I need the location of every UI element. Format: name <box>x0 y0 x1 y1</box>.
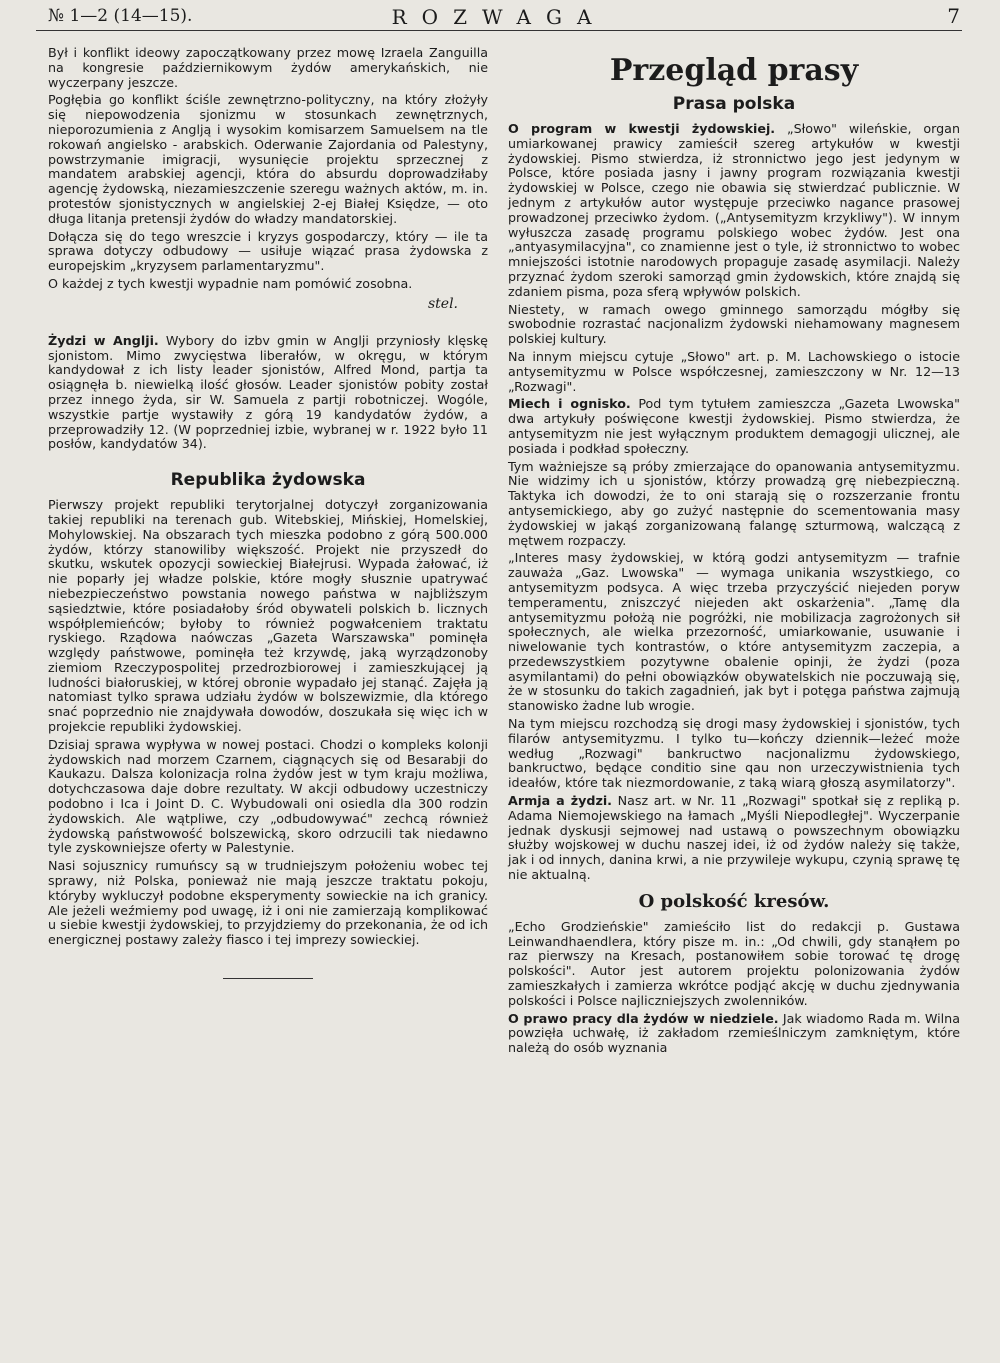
run-in-heading: O prawo pracy dla żydów w niedziele. <box>508 1010 779 1026</box>
run-in-heading: Żydzi w Anglji. <box>48 332 159 348</box>
paragraph: Pierwszy projekt republiki terytorjalnej dotyczył zorganizowania takiej republiki na terenach gub. Witebskiej, Mińskiej, Homelskiej, Mohylowskiej. Na obszarach tych mieszka podobno z górą 500.000 żydów, którzy stanowiliby większość. Projekt nie przyszedł do skutku, wskutek opozycji sowieckiej Białejrusi. Wypada żałować, iż nie poparły jej władze polskie, które mogły słusznie upatrywać niebezpieczeństwo powstania nowego państwa w najbliższym sąsiedztwie, które posiadałoby śród obywateli polskich b. licznych współplemieńców; byłoby to również pogwałceniem traktatu ryskiego. Rządowa naówczas „Gazeta Warszawska" pominęła względy państwowe, pominęła też krzywdę, jaką wyrządzonoby ziemiom Rzeczypospolitej przedrozbiorowej i zamieszkującej ją ludności białoruskiej, w której obronie wypadało jej stanąć. Zajęła ją natomiast tylko sprawa udziału żydów w bolszewizmie, dla którego snać poprzednio nie znajdywała dowodów, doszukała się więc ich w projekcie republiki żydowskiej. <box>48 497 488 735</box>
right-column <box>508 46 960 1059</box>
article-text: Wybory do izbv gmin w Anglji przyniosły klęskę sjonistom. Mimo zwycięstwa liberałów, w okręgu, w którym kandydował z ich listy leader sjonistów, Alfred Mond, partja ta osiągnęła b. niewielką ilość głosów. Leader sjonistów pobity został przez innego żyda, sir W. Samuela z partji robotniczej. Wogóle, wszystkie partje wystawiły z górą 19 kandydatów żydów, a przeprowadziły 12. (W poprzedniej izbie, wybranej w r. 1922 było 11 posłów, kandydatów 34). <box>48 332 488 452</box>
paragraph: Na innym miejscu cytuje „Słowo" art. p. M. Lachowskiego o istocie antysemityzmu w Polsce współczesnej, zamieszczony w Nr. 12—13 „Rozwagi". <box>508 348 960 394</box>
paragraph: Nasi sojusznicy rumuńscy są w trudniejszym położeniu wobec tej sprawy, niż Polska, ponieważ nie mają jeszcze traktatu pokoju, któryby wykluczył podobne eksperymenty sowieckie na ich granicy. Ale jeżeli weźmiemy pod uwagę, iż i oni nie zamierzają komplikować u siebie kwestji żydowskiej, to przyjdziemy do przekonania, że od ich energicznej postawy zależy fiasco i tej imprezy sowieckiej. <box>48 858 488 948</box>
paragraph: Dołącza się do tego wreszcie i kryzys gospodarczy, który — ile ta sprawa dotyczy odbudowy — usiłuje wiązać prasa żydowska z europejskim „kryzysem parlamentaryzmu". <box>48 228 488 274</box>
article-text: Jak wiadomo Rada m. Wilna powzięła uchwałę, iż zakładom rzemieślniczym zamkniętym, które należą do osób wyznania <box>508 1010 960 1056</box>
paragraph: Na tym miejscu rozchodzą się drogi masy żydowskiej i sjonistów, tych filarów antysemityzmu. I tylko tu—kończy dziennik—leżeć może według „Rozwagi" bankructwo nacjonalizmu żydowskiego, bankructwo, będące conditio sine qau non urzeczywistnienia tych ideałów, które tak niezmordowanie, z taką wiarą głoszą asymilatorzy". <box>508 716 960 791</box>
section-title: Przegląd prasy <box>609 53 859 88</box>
paragraph: Pogłębia go konflikt ściśle zewnętrzno-polityczny, na który złożyły się niepowodzenia sjonizmu w stosunkach zewnętrznych, nieporozumienia z Anglją i wysokim komisarzem Samuelsem na tle rokowań angielsko - arabskich. Oderwanie Zajordania od Palestyny, powstrzymanie imigracji, wysunięcie projektu sprzecznej z mandatem arabskiej agencji, która do absurdu doprowadziłaby agencję żydowską, niezamieszczenie szeregu ważnych aktów, m. in. protestów sjonistycznych w angielskiej 2-ej Białej Księdze, — oto długa litanja pretensji żydów do władzy mandatorskiej. <box>48 92 488 226</box>
paragraph: O każdej z tych kwestji wypadnie nam pomówić zosobna. <box>48 275 413 291</box>
issue-number: № 1—2 (14—15). <box>48 6 193 26</box>
paragraph: „Echo Grodzieńskie" zamieściło list do redakcji p. Gustawa Leinwandhaendlera, który pisze m. in.: „Od chwili, gdy stanąłem po raz pierwszy na Kresach, postanowiłem sobie torować tę drogę polskości". Autor jest autorem projektu polonizowania żydów zamieszkałych i zamierza wkrótce podjąć akcję w duchu zjednywania polskości i Polsce najliczniejszych zwolenników. <box>508 918 960 1008</box>
run-in-heading: Miech i ognisko. <box>508 396 631 412</box>
paragraph: Dzisiaj sprawa wypływa w nowej postaci. Chodzi o kompleks kolonji żydowskich nad morzem Czarnem, ciągnących się od Besarabji do Kaukazu. Dalsza kolonizacja rolna żydów jest w tym kraju możliwa, dotychczasowa daje dobre rezultaty. W akcji odbudowy uczestniczy podobno i Ica i Joint D. C. Wybudowali oni osiedla dla 300 rodzin żydowskich. Ale wątpliwe, czy „odbudowywać" zechcą również żydowską państwowość bolszewicką, skoro odrzucili tak niedawno tyle zyskowniejsze oferty w Palestynie. <box>48 736 488 856</box>
article-program <box>508 122 960 300</box>
left-column <box>48 46 488 979</box>
paragraph: „Interes masy żydowskiej, w którą godzi antysemityzm — trafnie zauważa „Gaz. Lwowska" — wymaga unikania wszystkiego, co antysemityzm podsyca. A więc trzeba przyczyścić niejeden poryw temperamentu, zniszczyć niejeden akt oskarżenia". „Tamę dla antysemityzmu położą nie pogróżki, nie mobilizacja zagrożonych sił społecznych, ale wielka przezorność, umiarkowanie, usuwanie i niwelowanie tych kontrastów, o które antysemityzm zaczepia, a przedewszystkiem pozytywne obalenie opinji, że żydzi (poza asymilantami) do pełni obowiązków obywatelskich nie poczuwają się, że w stosunku do takich zagadnień, jak byt i potęga państwa zajmują stanowisko żadne lub wrogie. <box>508 550 960 714</box>
paragraph: Tym ważniejsze są próby zmierzające do opanowania antysemityzmu. Nie widzimy ich u sjonistów, którzy prowadzą grę niebezpieczną. Taktyka ich dowodzi, że to oni starają się o rozszerzanie frontu antysemickiego, aby go zużyć następnie do scementowania masy żydowskiej w jakąś zorganizowaną falangę szturmową, walczącą z mętwem rozpaczy. <box>508 458 960 548</box>
end-rule <box>223 978 313 979</box>
section-heading: Republika żydowska <box>170 470 366 491</box>
running-head <box>36 2 962 31</box>
article-army <box>508 794 960 883</box>
periodical-title: ROZWAGA <box>391 5 607 29</box>
article-text: Nasz art. w Nr. 11 „Rozwagi" spotkał się z repliką p. Adama Niemojewskiego na łamach „Myśli Niepodległej". Wyczerpanie jednak dyskusji sejmowej nad ustawą o powszechnym obowiązku służby wojskowej w duchu naszej idei, iż od żydów należy się także, jak i od innych, danina krwi, a nie przywileje wykupu, czynią sprawę tę nie aktualną. <box>508 793 960 883</box>
article-sunday <box>508 1012 960 1056</box>
page-number: 7 <box>947 4 960 28</box>
run-in-heading: Armja a żydzi. <box>508 793 612 809</box>
section-heading: O polskość kresów. <box>638 890 830 912</box>
paragraph: Niestety, w ramach owego gminnego samorządu mógłby się swobodnie rozrastać nacjonalizm żydowski niehamowany magnesem polskiej kultury. <box>508 301 960 347</box>
section-subtitle: Prasa polska <box>672 94 796 114</box>
article-england <box>48 334 488 452</box>
article-text: Pod tym tytułem zamieszcza „Gazeta Lwowska" dwa artykuły poświęcone kwestji żydowskiej. Pismo stwierdza, że antysemityzm nie jest wyłącznym produktem demagogji ulicznej, ale posiada i podkład społeczny. <box>508 396 960 456</box>
paragraph: Był i konflikt ideowy zapoczątkowany przez mowę Izraela Zanguilla na kongresie październikowym żydów amerykańskich, nie wyczerpany jeszcze. <box>48 45 488 90</box>
author-signature: stel. <box>427 295 458 312</box>
article-sword <box>508 397 960 456</box>
run-in-heading: O program w kwestji żydowskiej. <box>508 121 776 136</box>
article-text: „Słowo" wileńskie, organ umiarkowanej prawicy zamieścił szereg artykułów w kwestji żydowskiej. Pismo stwierdza, iż stronnictwo jego jest jedynym w Polsce, które posiada jasny i jawny program rozwiązania kwestji żydowskiej w Polsce, czego nie obawia się stwierdzać publicznie. W jednym z artykułów autor występuje przeciwko nagance prasowej prowadzonej przeciwko żydom. („Antysemityzm krzykliwy"). W innym wyłuszcza zasadę programu polskiego wobec żydów. Jest ona „antyasymilacyjna", co znamienne jest o tyle, iż stronnictwo to wobec mniejszości istotnie narodowych propaguje zasadę asymilacji. Należy przyznać żydom szeroki samorząd gmin żydowskich, które znajdą się zdaniem pisma, poza sferą wpływów polskich. <box>508 121 960 299</box>
